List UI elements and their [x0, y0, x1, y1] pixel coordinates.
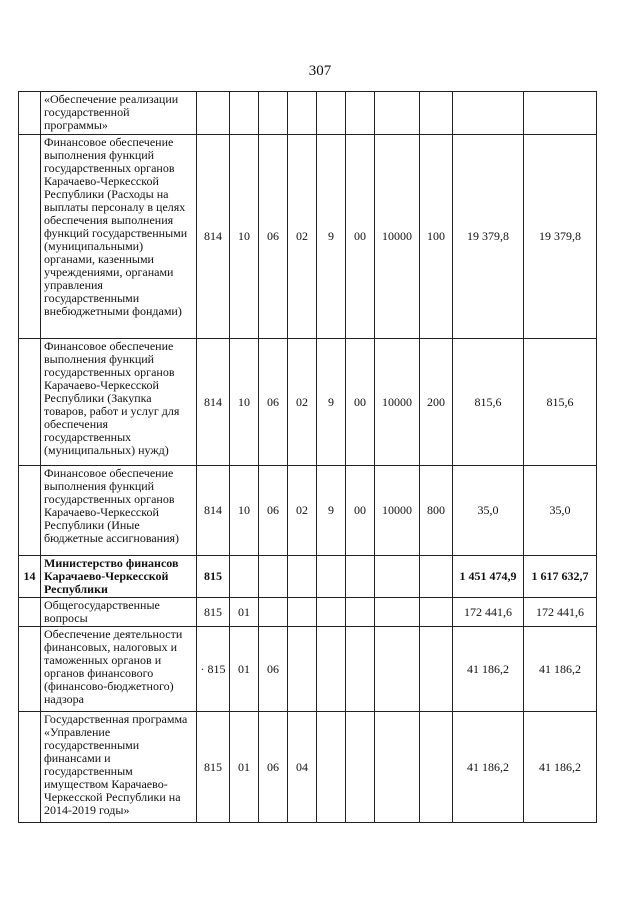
row-amount: 41 186,2 — [453, 627, 524, 712]
row-code: 10000 — [375, 466, 420, 556]
row-code: 02 — [288, 135, 317, 339]
row-code — [420, 712, 453, 823]
row-code: 9 — [317, 466, 346, 556]
row-index — [19, 627, 41, 712]
row-code: 04 — [288, 712, 317, 823]
row-code: 00 — [346, 135, 375, 339]
row-code: 10 — [230, 339, 259, 466]
row-code: 01 — [230, 712, 259, 823]
row-code: 814 — [197, 466, 230, 556]
row-code — [288, 556, 317, 598]
row-code: 10000 — [375, 339, 420, 466]
row-code — [230, 92, 259, 135]
row-name: «Обеспечение реализации государственной программы» — [41, 92, 197, 135]
row-code: 10 — [230, 466, 259, 556]
row-code: 02 — [288, 466, 317, 556]
row-index: 14 — [19, 556, 41, 598]
row-amount: 41 186,2 — [453, 712, 524, 823]
row-code — [375, 556, 420, 598]
row-code — [375, 92, 420, 135]
row-code — [420, 598, 453, 627]
row-code — [230, 556, 259, 598]
row-amount: 172 441,6 — [453, 598, 524, 627]
row-code — [259, 92, 288, 135]
row-code — [346, 627, 375, 712]
table-row — [19, 598, 597, 627]
row-code: 814 — [197, 135, 230, 339]
row-name: Финансовое обеспечение выполнения функций государственных органов Карачаево-Черкесской Республики (Иные бюджетные ассигнования) — [41, 466, 197, 556]
row-code — [317, 556, 346, 598]
row-name: Финансовое обеспечение выполнения функций государственных органов Карачаево-Черкесской Республики (Закупка товаров, работ и услуг для обеспечения государственных (муниципальных) нужд) — [41, 339, 197, 466]
row-code: 815 — [197, 598, 230, 627]
row-amount: 815,6 — [453, 339, 524, 466]
row-code: 00 — [346, 466, 375, 556]
row-code — [317, 712, 346, 823]
row-code: 814 — [197, 339, 230, 466]
table-row — [19, 466, 597, 556]
row-code: 815 — [197, 712, 230, 823]
row-code: 9 — [317, 339, 346, 466]
row-code: 06 — [259, 339, 288, 466]
row-code: 01 — [230, 627, 259, 712]
row-code — [346, 556, 375, 598]
row-amount: 41 186,2 — [524, 627, 597, 712]
row-amount: 815,6 — [524, 339, 597, 466]
table-row — [19, 92, 597, 135]
row-code: 06 — [259, 466, 288, 556]
row-code — [420, 627, 453, 712]
row-code: 01 — [230, 598, 259, 627]
row-code — [317, 598, 346, 627]
row-code: 100 — [420, 135, 453, 339]
row-code: 06 — [259, 135, 288, 339]
row-code: 10 — [230, 135, 259, 339]
row-code — [375, 598, 420, 627]
row-amount: 1 451 474,9 — [453, 556, 524, 598]
row-code: 200 — [420, 339, 453, 466]
budget-table — [18, 91, 597, 823]
row-name: Государственная программа «Управление государственными финансами и государственным имуществом Карачаево-Черкесской Республики на 2014-2019 годы» — [41, 712, 197, 823]
row-amount: 41 186,2 — [524, 712, 597, 823]
row-code — [317, 627, 346, 712]
row-amount: 19 379,8 — [453, 135, 524, 339]
row-amount: 35,0 — [524, 466, 597, 556]
row-amount: 19 379,8 — [524, 135, 597, 339]
row-code: 9 — [317, 135, 346, 339]
row-amount: 172 441,6 — [524, 598, 597, 627]
row-code — [288, 598, 317, 627]
row-name: Финансовое обеспечение выполнения функций государственных органов Карачаево-Черкесской Республики (Расходы на выплаты персоналу в целях обеспечения выполнения функций государственными (муниципальными) органами, казенными учреждениями, органами управления государственными внебюджетными фондами) — [41, 135, 197, 339]
row-index — [19, 466, 41, 556]
row-code — [288, 627, 317, 712]
row-code — [420, 92, 453, 135]
row-code: 800 — [420, 466, 453, 556]
table-row — [19, 135, 597, 339]
row-code: · 815 — [197, 627, 230, 712]
row-name: Обеспечение деятельности финансовых, налоговых и таможенных органов и органов финансового (финансово-бюджетного) надзора — [41, 627, 197, 712]
row-index — [19, 712, 41, 823]
row-amount — [524, 92, 597, 135]
row-code: 10000 — [375, 135, 420, 339]
row-amount: 1 617 632,7 — [524, 556, 597, 598]
table-row — [19, 712, 597, 823]
row-code — [317, 92, 346, 135]
row-amount: 35,0 — [453, 466, 524, 556]
row-index — [19, 92, 41, 135]
row-code: 06 — [259, 712, 288, 823]
row-code — [346, 92, 375, 135]
row-code — [375, 712, 420, 823]
table-row — [19, 556, 597, 598]
page-number: 307 — [308, 63, 332, 79]
row-index — [19, 339, 41, 466]
row-amount — [453, 92, 524, 135]
row-code — [375, 627, 420, 712]
row-code — [259, 556, 288, 598]
row-index — [19, 598, 41, 627]
row-code: 00 — [346, 339, 375, 466]
row-code: 02 — [288, 339, 317, 466]
row-name: Общегосударственные вопросы — [41, 598, 197, 627]
row-code — [346, 598, 375, 627]
row-code — [288, 92, 317, 135]
row-code — [346, 712, 375, 823]
table-row — [19, 627, 597, 712]
row-code: 815 — [197, 556, 230, 598]
table-row — [19, 339, 597, 466]
row-code — [197, 92, 230, 135]
row-code: 06 — [259, 627, 288, 712]
row-name: Министерство финансов Карачаево-Черкесской Республики — [41, 556, 197, 598]
row-code — [420, 556, 453, 598]
row-index — [19, 135, 41, 339]
row-code — [259, 598, 288, 627]
